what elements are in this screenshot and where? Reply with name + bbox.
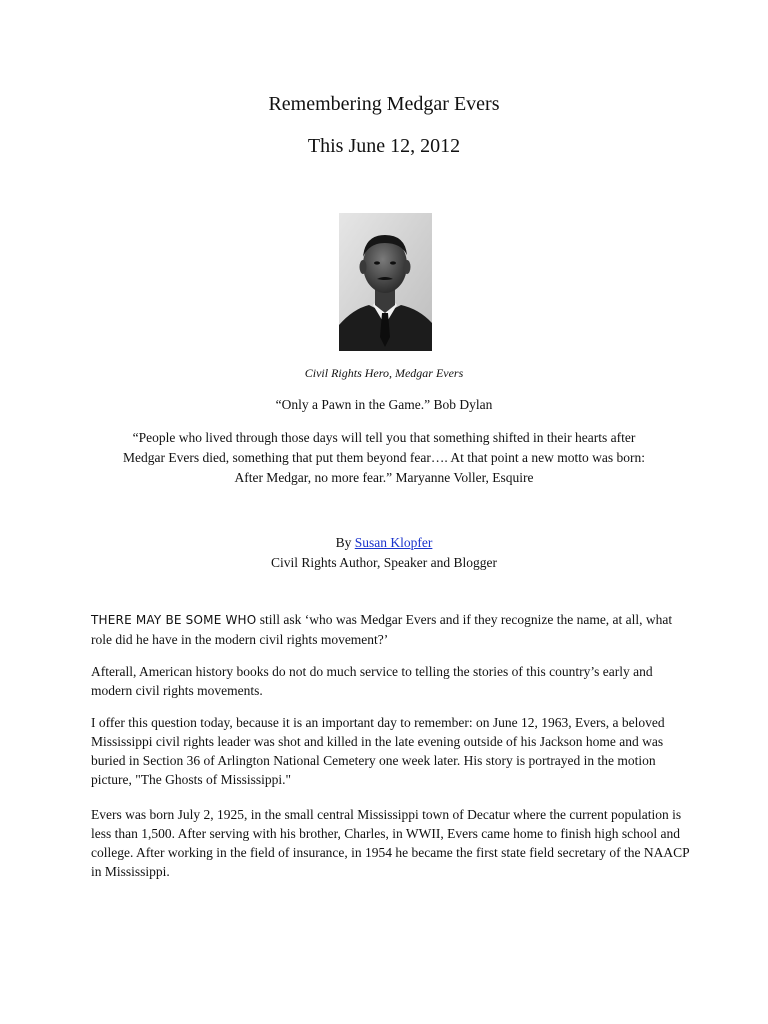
page-title: Remembering Medgar Evers [268,93,500,115]
voller-quote-line: “People who lived through those days will tell you that something shifted in their hearts after [132,430,636,445]
page-date: This June 12, 2012 [307,135,461,157]
body-paragraph [91,610,691,649]
voller-quote [80,428,688,488]
body-paragraph: Evers was born July 2, 1925, in the small central Mississippi town of Decatur where the current population is less than 1,500. After serving with his brother, Charles, in WWII, Evers came home to finish high school and college. After working in the field of insurance, in 1954 he became the first state field secretary of the NAACP in Mississippi. [91,807,690,879]
body-paragraph: I offer this question today, because it is an important day to remember: on June 12, 1963, Evers, a beloved Mississippi civil rights leader was shot and killed in the late evening outside of his Jackson home and was buried in Section 36 of Arlington National Cemetery one week later. His story is portrayed in the motion picture, "The Ghosts of Mississippi." [91,715,665,787]
portrait-photo [339,213,432,351]
paragraph-text: still ask ‘who was Medgar Evers and if they recognize the name, at all, what role did he have in the modern civil rights movement?’ [91,612,673,647]
voller-quote-line: Medgar Evers died, something that put them beyond fear…. At that point a new motto was born: [123,450,645,465]
dylan-quote: “Only a Pawn in the Game.” Bob Dylan [275,397,493,412]
paragraph-lead: THERE MAY BE SOME WHO [91,613,257,627]
photo-caption: Civil Rights Hero, Medgar Evers [304,366,464,380]
voller-quote-line: After Medgar, no more fear.” Maryanne Voller, Esquire [234,470,534,485]
byline-prefix: By [335,535,355,550]
author-link[interactable]: Susan Klopfer [354,535,433,550]
author-role: Civil Rights Author, Speaker and Blogger [271,555,497,570]
byline-author-line [0,533,768,553]
body-paragraph: Afterall, American history books do not do much service to telling the stories of this country’s early and modern civil rights movements. [91,664,653,698]
byline [0,533,768,573]
